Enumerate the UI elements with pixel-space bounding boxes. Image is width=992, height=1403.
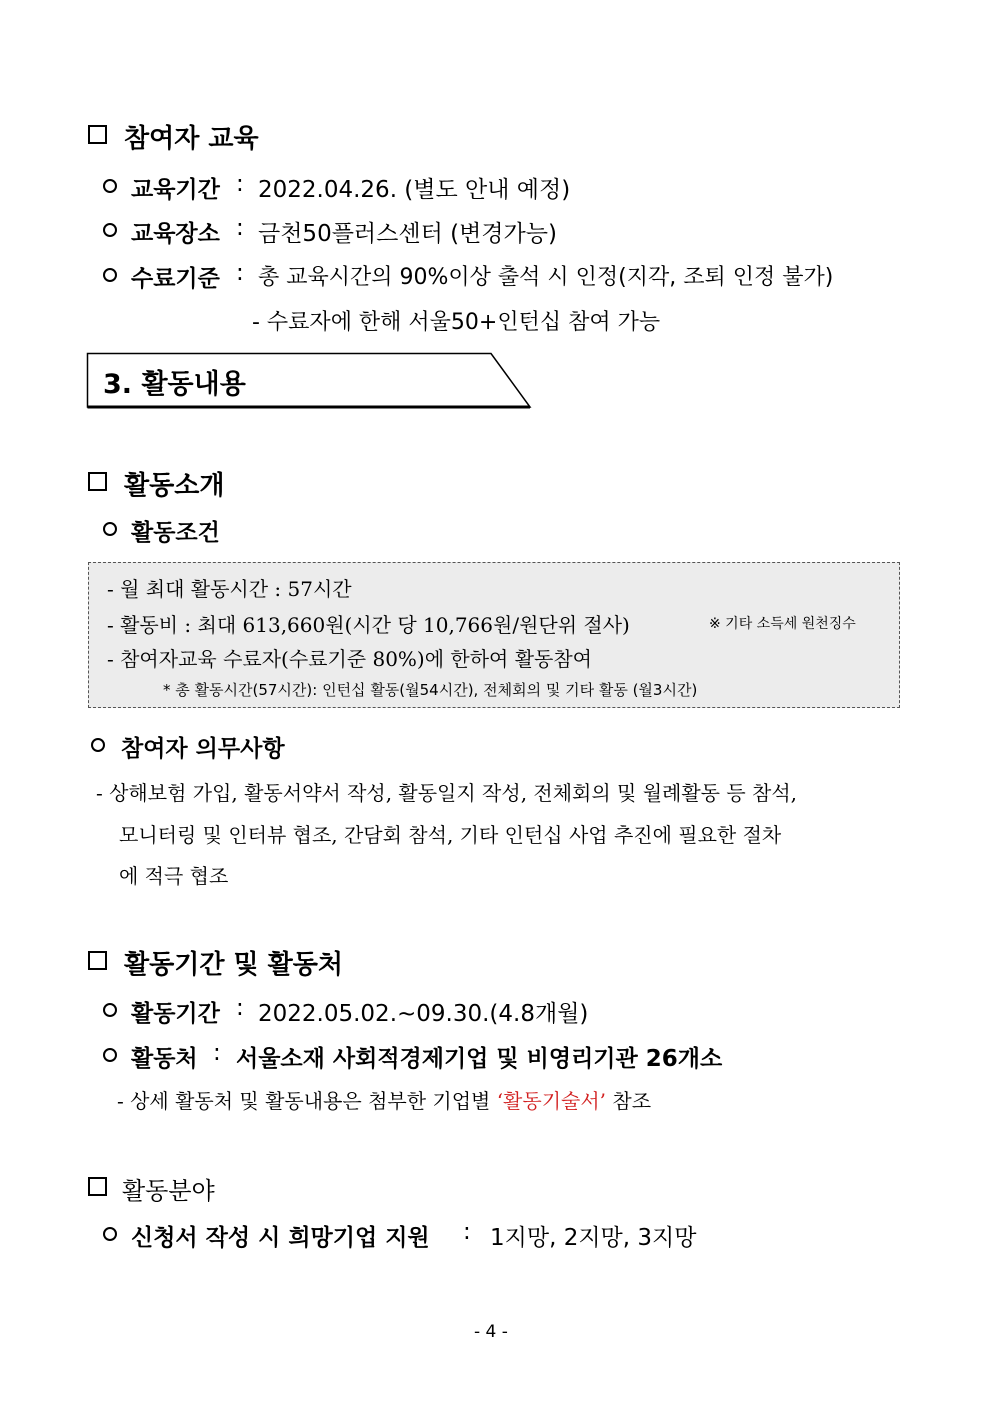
bullet-circle-icon	[103, 1227, 117, 1241]
edu-period-value: 2022.04.26. (별도 안내 예정)	[258, 177, 571, 203]
section-checkbox-icon	[88, 951, 107, 970]
field-value: 1지망, 2지망, 3지망	[490, 1225, 697, 1251]
section-checkbox-icon	[88, 1177, 107, 1196]
section-title: 활동기간 및 활동처	[124, 950, 344, 980]
condition-line-pay-note: ※ 기타 소득세 원천징수	[709, 616, 856, 632]
duty-line: 에 적극 협조	[119, 864, 229, 888]
condition-line-total: * 총 활동시간(57시간): 인턴십 활동(월54시간), 전체회의 및 기타 활동 (월3시간)	[163, 681, 698, 699]
place-label: 활동처	[131, 1046, 198, 1072]
bullet-circle-icon	[103, 268, 117, 282]
period-label: 활동기간	[131, 1001, 220, 1027]
chapter-title: 3. 활동내용	[103, 369, 246, 400]
place-value: 서울소재 사회적경제기업 및 비영리기관 26개소	[236, 1046, 723, 1072]
edu-period-sep: :	[236, 171, 244, 197]
place-sep: :	[213, 1040, 221, 1066]
place-note-highlight: ‘활동기술서’	[496, 1089, 607, 1113]
edu-criteria-value: 총 교육시간의 90%이상 출석 시 인정(지각, 조퇴 인정 불가)	[258, 265, 834, 290]
activity-condition-label: 활동조건	[131, 520, 220, 546]
field-label: 신청서 작성 시 희망기업 지원	[131, 1225, 430, 1251]
page-number: - 4 -	[474, 1322, 508, 1342]
place-note	[117, 1085, 651, 1114]
duty-title: 참여자 의무사항	[121, 736, 285, 762]
bullet-circle-icon	[103, 522, 117, 536]
duty-line: - 상해보험 가입, 활동서약서 작성, 활동일지 작성, 전체회의 및 월례활동 등 참석,	[96, 781, 798, 805]
bullet-circle-icon	[103, 223, 117, 237]
place-note-tail: 참조	[606, 1089, 652, 1113]
bullet-circle-icon	[103, 1048, 117, 1062]
section-title: 참여자 교육	[124, 124, 259, 154]
condition-line-pay: - 활동비 : 최대 613,660원(시간 당 10,766원/원단위 절사)	[107, 613, 630, 637]
duty-line: 모니터링 및 인터뷰 협조, 간담회 참석, 기타 인턴십 사업 추진에 필요한 절차	[119, 823, 782, 847]
section-title: 활동소개	[124, 471, 225, 501]
bullet-circle-icon	[103, 1003, 117, 1017]
period-sep: :	[236, 995, 244, 1021]
bullet-circle-icon	[91, 738, 105, 752]
condition-line-eligibility: - 참여자교육 수료자(수료기준 80%)에 한하여 활동참여	[107, 647, 593, 671]
edu-criteria-label: 수료기준	[131, 266, 220, 292]
edu-criteria-sep: :	[236, 260, 244, 286]
edu-period-label: 교육기간	[131, 177, 220, 203]
edu-note: - 수료자에 한해 서울50+인턴십 참여 가능	[252, 310, 661, 335]
condition-line-hours: - 월 최대 활동시간 : 57시간	[107, 577, 352, 601]
place-note-text: - 상세 활동처 및 활동내용은 첨부한 기업별	[117, 1089, 497, 1113]
edu-place-value: 금천50플러스센터 (변경가능)	[258, 221, 557, 247]
section-checkbox-icon	[88, 472, 107, 491]
period-value: 2022.05.02.~09.30.(4.8개월)	[258, 1001, 589, 1027]
section-checkbox-icon	[88, 125, 107, 144]
field-sep: :	[463, 1219, 471, 1245]
edu-place-sep: :	[236, 215, 244, 241]
edu-place-label: 교육장소	[131, 221, 220, 247]
bullet-circle-icon	[103, 179, 117, 193]
section-title: 활동분야	[122, 1177, 215, 1205]
